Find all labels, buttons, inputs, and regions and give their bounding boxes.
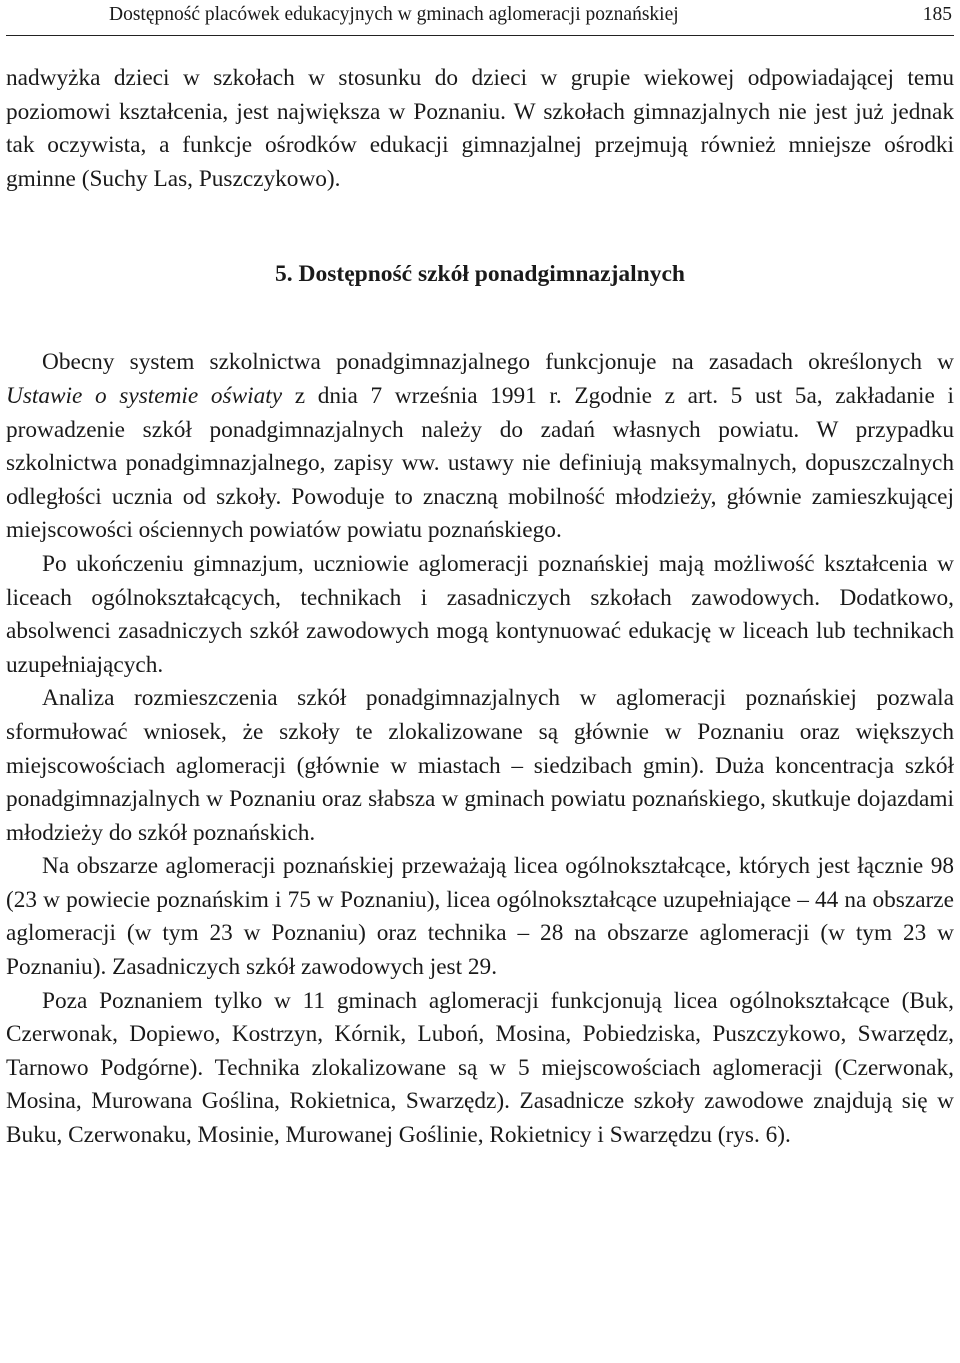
section-heading: 5. Dostępność szkół ponadgimnazjalnych	[275, 261, 685, 288]
paragraph-1-act-title: Ustawie o systemie oświaty	[6, 382, 283, 409]
page-number: 185	[922, 4, 952, 25]
paragraph-2: Po ukończeniu gimnazjum, uczniowie aglomeracji poznańskiej mają możliwość kształcenia w liceach ogólnokształcących, technikach i zasadniczych szkołach zawodowych. Dodatkowo, absolwenci zasadniczych szkół zawodowych mogą kontynuować edukację w liceach lub technikach uzupełniających.	[6, 550, 954, 678]
intro-paragraph: nadwyżka dzieci w szkołach w stosunku do dzieci w grupie wiekowej odpowiadającej temu poziomowi kształcenia, jest największa w Poznaniu. W szkołach gimnazjalnych nie jest już jednak tak oczywista, a funkcje ośrodków edukacji gimnazjalnej przejmują również mniejsze ośrodki gminne (Suchy Las, Puszczykowo).	[6, 65, 954, 192]
section-body	[6, 346, 954, 1152]
running-header	[6, 0, 954, 36]
paragraph-4: Na obszarze aglomeracji poznańskiej przeważają licea ogólnokształcące, których jest łącznie 98 (23 w powiecie poznańskim i 75 w Poznaniu), licea ogólnokształcące uzupełniające – 44 na obszarze aglomeracji (w tym 23 w Poznaniu) oraz technika – 28 na obszarze aglomeracji (w tym 23 w Poznaniu). Zasadniczych szkół zawodowych jest 29.	[6, 853, 954, 981]
paragraph-1-text-a: Obecny system szkolnictwa ponadgimnazjalnego funkcjonuje na zasadach określonych w	[42, 349, 954, 376]
paragraph-3: Analiza rozmieszczenia szkół ponadgimnazjalnych w aglomeracji poznańskiej pozwala sformułować wniosek, że szkoły te zlokalizowane są głównie w Poznaniu oraz większych miejscowościach aglomeracji (głównie w miastach – siedzibach gmin). Duża koncentracja szkół ponadgimnazjalnych w Poznaniu oraz słabsza w gminach powiatu poznańskiego, skutkuje dojazdami młodzieży do szkół poznańskich.	[6, 685, 954, 846]
paragraph-1-text-b: z dnia 7 września 1991 r. Zgodnie z art. 5 ust 5a, zakładanie i prowadzenie szkół ponadgimnazjalnych należy do zadań własnych powiatu. W przypadku szkolnictwa ponadgimnazjalnego, zapisy ww. ustawy nie definiują maksymalnych, dopuszczalnych odległości ucznia od szkoły. Powoduje to znaczną mobilność młodzieży, głównie zamieszkującej miejscowości ościennych powiatów powiatu poznańskiego.	[6, 382, 954, 544]
paragraph-5: Poza Poznaniem tylko w 11 gminach aglomeracji funkcjonują licea ogólnokształcące (Buk, Czerwonak, Dopiewo, Kostrzyn, Kórnik, Luboń, Mosina, Pobiedziska, Puszczykowo, Swarzędz, Tarnowo Podgórne). Technika zlokalizowane są w 5 miejscowościach aglomeracji (Czerwonak, Mosina, Murowana Goślina, Rokietnica, Swarzędz). Zasadnicze szkoły zawodowe znajdują się w Buku, Czerwonaku, Mosinie, Murowanej Goślinie, Rokietnicy i Swarzędzu (rys. 6).	[6, 987, 954, 1149]
running-title: Dostępność placówek edukacyjnych w gminach aglomeracji poznańskiej	[109, 4, 679, 25]
document-page	[6, 0, 954, 1153]
paragraph-1	[6, 346, 954, 548]
